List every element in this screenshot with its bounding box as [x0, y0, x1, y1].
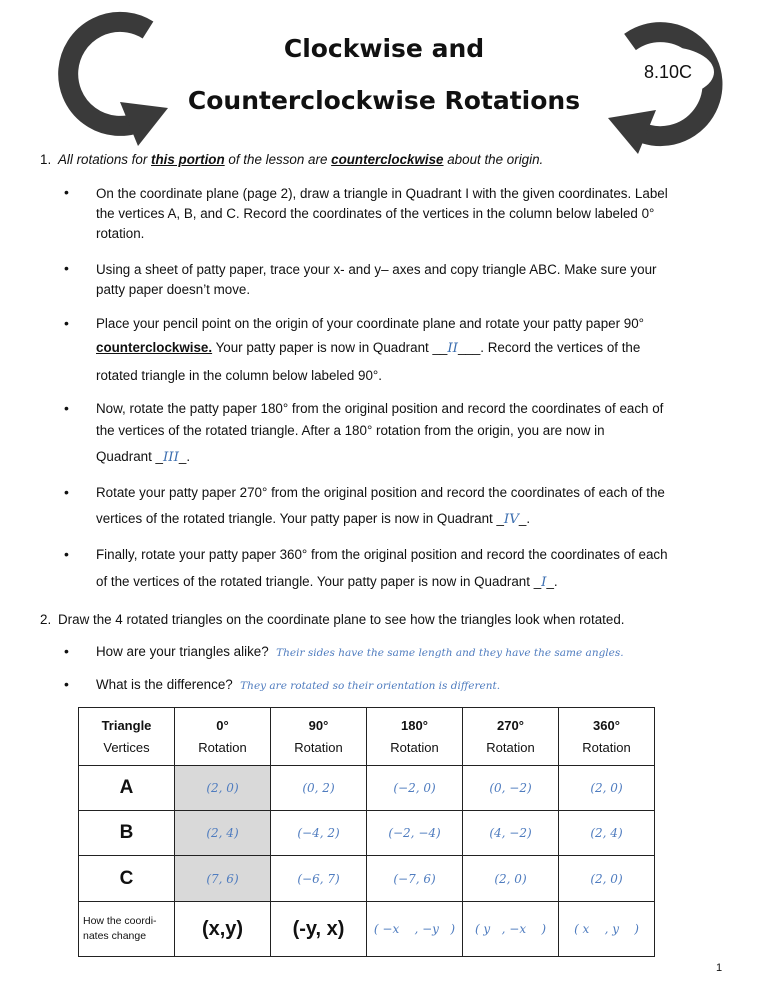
table-row: [79, 856, 655, 902]
cell-c-270: (2, 0): [463, 856, 559, 902]
bullet-icon: •: [64, 400, 69, 416]
q1-bullet-3: [96, 315, 644, 385]
page-title-line1: Clockwise and: [283, 34, 485, 63]
rotation-table: [78, 707, 655, 957]
q1-bullet-6: [96, 546, 668, 592]
table-row-change: [79, 902, 655, 957]
header-0: [175, 708, 271, 766]
row-label-c: C: [79, 856, 175, 902]
cell-c-360: (2, 0): [559, 856, 655, 902]
q1-b4-line3a: Quadrant _: [96, 449, 163, 464]
q1-b4-answer: III: [163, 450, 179, 465]
table-row: [79, 811, 655, 856]
bullet-icon: •: [64, 315, 69, 331]
q1-b3-bold: counterclockwise.: [96, 340, 213, 355]
q1-b3-line3: rotated triangle in the column below labeled 90°.: [96, 368, 382, 383]
q1-intro-d: counterclockwise: [331, 152, 444, 167]
header-360-deg: 360°: [593, 717, 620, 733]
q1-b3-line1: Place your pencil point on the origin of your coordinate plane and rotate your patty paper 90°: [96, 316, 645, 331]
q1-bullet-5: [96, 484, 665, 529]
row-label-a: A: [79, 766, 175, 811]
header-360-word: Rotation: [582, 739, 631, 755]
counterclockwise-arrow-icon: [40, 10, 190, 150]
header-90: [271, 708, 367, 766]
header-270-deg: 270°: [497, 717, 524, 733]
bullet-icon: •: [64, 546, 69, 562]
q1-bullet-2: [96, 260, 656, 300]
q2-alike-answer: Their sides have the same length and they have the same angles.: [276, 647, 624, 659]
cell-c-180: (−7, 6): [367, 856, 463, 902]
change-90: (-y, x): [271, 902, 367, 957]
q1-b3-answer: II: [447, 341, 458, 356]
q1-b5-line2a: vertices of the rotated triangle. Your patty paper is now in Quadrant _: [96, 511, 504, 526]
q1-bullet-1: [96, 184, 668, 244]
standard-badge: 8.10C: [643, 61, 693, 82]
q1-b4-line3b: _.: [178, 449, 191, 464]
q2-diff-answer: They are rotated so their orientation is different.: [240, 680, 501, 692]
q1-b1-line3: rotation.: [96, 226, 145, 241]
q1-b3-line2: Your patty paper is now in Quadrant __: [212, 340, 448, 355]
change-label-line2: nates change: [83, 930, 147, 942]
header-180: [367, 708, 463, 766]
bullet-icon: •: [64, 484, 69, 500]
q2-text: Draw the 4 rotated triangles on the coordinate plane to see how the triangles look when rotated.: [58, 612, 625, 627]
change-270: ( y , −x ): [463, 902, 559, 957]
q1-b6-answer: I: [541, 575, 547, 590]
q2-alike: [96, 643, 624, 662]
header-270-word: Rotation: [486, 739, 535, 755]
change-180: ( −x , −y ): [367, 902, 463, 957]
page-title-line2: Counterclockwise Rotations: [187, 86, 581, 115]
header-0-deg: 0°: [216, 717, 229, 733]
q1-b6-line1: Finally, rotate your patty paper 360° from the original position and record the coordinates of each: [96, 547, 668, 562]
change-label-line1: How the coordi-: [83, 915, 157, 927]
cell-a-180: (−2, 0): [367, 766, 463, 811]
q1-intro-e: about the origin.: [443, 152, 544, 167]
bullet-icon: •: [64, 184, 69, 200]
q1-b3-line2c: ___. Record the vertices of the: [457, 340, 641, 355]
q2-alike-question: How are your triangles alike?: [96, 644, 269, 659]
cell-b-360: (2, 4): [559, 811, 655, 856]
q1-b6-line2a: of the vertices of the rotated triangle. Your patty paper is now in Quadrant _: [96, 574, 542, 589]
q1-bullet-4: [96, 400, 663, 467]
q1-b5-answer: IV: [503, 512, 519, 527]
q2-diff-question: What is the difference?: [96, 677, 233, 692]
change-360: ( x , y ): [559, 902, 655, 957]
q1-b1-line1: On the coordinate plane (page 2), draw a triangle in Quadrant I with the given coordinates. Label: [96, 186, 668, 201]
header-180-word: Rotation: [390, 739, 439, 755]
q1-b5-line2b: _.: [518, 511, 531, 526]
cell-a-270: (0, −2): [463, 766, 559, 811]
cell-b-90: (−4, 2): [271, 811, 367, 856]
table-header-row: [79, 708, 655, 766]
q1-b2-line2: patty paper doesn’t move.: [96, 282, 251, 297]
cell-a-0: (2, 0): [175, 766, 271, 811]
cell-a-90: (0, 2): [271, 766, 367, 811]
bullet-icon: •: [64, 260, 69, 276]
q1-intro-a: All rotations for: [58, 152, 152, 167]
page-number: 1: [716, 962, 723, 974]
cell-c-90: (−6, 7): [271, 856, 367, 902]
q1-intro-c: of the lesson are: [224, 152, 332, 167]
cell-b-180: (−2, −4): [367, 811, 463, 856]
bullet-icon: •: [64, 676, 69, 692]
header-vertices-line1: Triangle: [101, 717, 152, 733]
change-label: [79, 902, 175, 957]
cell-a-360: (2, 0): [559, 766, 655, 811]
q1-b5-line1: Rotate your patty paper 270° from the original position and record the coordinates of each of the: [96, 485, 665, 500]
cell-b-270: (4, −2): [463, 811, 559, 856]
header-vertices: [79, 708, 175, 766]
header-360: [559, 708, 655, 766]
q1-b6-line2b: _.: [546, 574, 558, 589]
header-vertices-line2: Vertices: [103, 739, 150, 755]
header-90-word: Rotation: [294, 739, 343, 755]
q1-intro-b: this portion: [151, 152, 225, 167]
header-180-deg: 180°: [401, 717, 428, 733]
table-row: [79, 766, 655, 811]
q1-b2-line1: Using a sheet of patty paper, trace your x- and y– axes and copy triangle ABC. Make sure your: [96, 262, 657, 277]
cell-b-0: (2, 4): [175, 811, 271, 856]
cell-c-0: (7, 6): [175, 856, 271, 902]
q1-b1-line2: the vertices A, B, and C. Record the coordinates of the vertices in the column below labeled 0°: [96, 206, 655, 221]
bullet-icon: •: [64, 643, 69, 659]
q1-b4-line1: Now, rotate the patty paper 180° from the original position and record the coordinates of each of: [96, 401, 664, 416]
q1-number: 1.: [40, 152, 52, 167]
header-0-word: Rotation: [198, 739, 247, 755]
header-90-deg: 90°: [308, 717, 329, 733]
row-label-b: B: [79, 811, 175, 856]
q2-number: 2.: [40, 612, 52, 627]
q1-intro: [58, 151, 543, 169]
change-0: (x,y): [175, 902, 271, 957]
q1-b4-line2: the vertices of the rotated triangle. After a 180° rotation from the origin, you are now in: [96, 423, 605, 438]
q2-diff: [96, 676, 500, 695]
header-270: [463, 708, 559, 766]
